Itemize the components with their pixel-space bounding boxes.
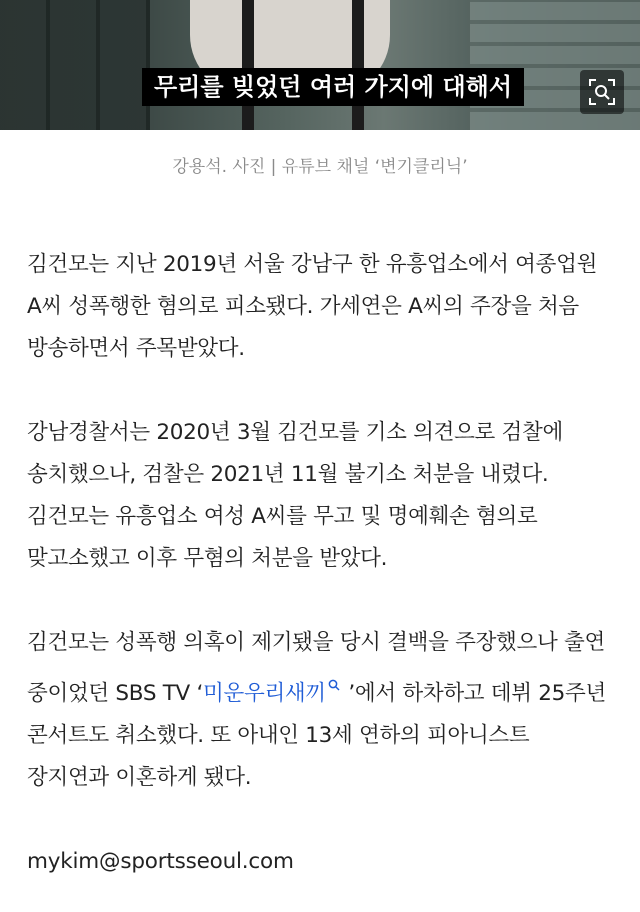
search-icon[interactable]: [328, 664, 340, 706]
article-paragraph-1: 김건모는 지난 2019년 서울 강남구 한 유흥업소에서 여종업원 A씨 성폭행한 혐의로 피소됐다. 가세연은 A씨의 주장을 처음 방송하면서 주목받았다.: [27, 252, 598, 361]
zoom-in-icon: [588, 78, 616, 106]
video-subtitle: 무리를 빚었던 여러 가지에 대해서: [142, 68, 524, 106]
article-photo: [0, 0, 640, 130]
article-paragraph-2: 강남경찰서는 2020년 3월 김건모를 기소 의견으로 검찰에 송치했으나, 검찰은 2021년 11월 불기소 처분을 내렸다. 김건모는 유흥업소 여성 A씨를 무고 및 명예훼손 혐의로 맞고소했고 이후 무혐의 처분을 받았다.: [27, 420, 563, 571]
photo-background-lockers: [0, 0, 150, 130]
photo-suspender-right: [352, 0, 364, 130]
zoom-button[interactable]: [580, 70, 624, 114]
paragraph-3-text-after: ’에서 하차하고 데뷔 25주년 콘서트도 취소했다. 또 아내인 13세 연하의 피아니스트 장지연과 이혼하게 됐다.: [27, 681, 606, 790]
paragraph-3-text-before: 김건모는 성폭행 의혹이 제기됐을 당시 결백을 주장했으나 출연 중이었던 SBS TV ‘: [27, 630, 605, 706]
photo-suspender-left: [242, 0, 254, 130]
reporter-email[interactable]: mykim@sportsseoul.com: [27, 849, 294, 874]
photo-caption: 강용석. 사진 | 유튜브 채널 ‘변기클리닉’: [172, 157, 468, 177]
keyword-link-show[interactable]: 미운우리새끼: [203, 681, 326, 706]
article-body: [0, 244, 640, 883]
article-paragraph-3: [27, 622, 613, 799]
